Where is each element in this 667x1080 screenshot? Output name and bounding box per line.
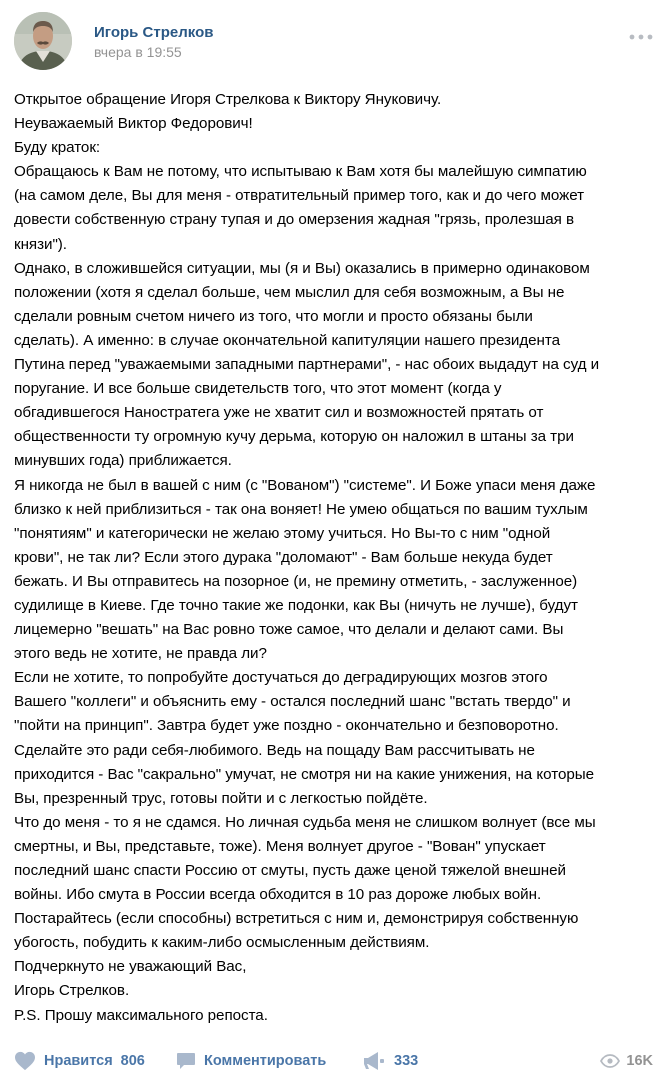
post-text-line: этого ведь не хотите, не правда ли? xyxy=(14,645,267,663)
heart-icon xyxy=(14,1051,36,1071)
post-text-line: Вы, презренный трус, готовы пойти и с легкостью пойдёте. xyxy=(14,789,428,807)
post-text-line: Неуважаемый Виктор Федорович! xyxy=(14,115,253,133)
post-text-line: довести собственную страну тупая и до омерзения жадная "грязь, пролезшая в xyxy=(14,211,575,229)
post-text-line: Путина перед "уважаемыми западными партнерами", - нас обоих выдадут на суд и xyxy=(14,356,600,374)
post-actions xyxy=(14,1046,653,1076)
post-text-line: Игорь Стрелков. xyxy=(14,982,130,1000)
post-text-line: Открытое обращение Игоря Стрелкова к Виктору Януковичу. xyxy=(14,91,442,108)
post-text-line: крови", не так ли? Если этого дурака "доломают" - Вам больше некуда будет xyxy=(14,548,553,566)
post-text-line: последний шанс спасти Россию от смуты, пусть даже ценой тяжелой внешней xyxy=(14,862,566,879)
post-text-line: (на самом деле, Вы для меня - отвратительный пример того, как и до чего может xyxy=(14,187,585,205)
views-counter xyxy=(600,1050,653,1072)
post-text-line: общественности ту огромную кучу дерьма, которую он наложил в штаны за три xyxy=(14,428,574,446)
eye-icon xyxy=(600,1054,620,1068)
like-button[interactable] xyxy=(14,1050,145,1072)
comment-label: Комментировать xyxy=(204,1053,327,1069)
share-count: 333 xyxy=(394,1053,419,1069)
like-label: Нравится xyxy=(44,1053,113,1069)
post-header xyxy=(14,10,653,72)
post-text-line: смертны, и Вы, представьте, тоже). Меня волнует другое - "Вован" упускает xyxy=(14,837,546,855)
post-text-line: Буду краток: xyxy=(14,139,101,157)
post-text-line: сделать). А именно: в случае окончательной капитуляции нашего президента xyxy=(14,331,561,349)
megaphone-icon xyxy=(362,1051,386,1071)
post-text-line: Однако, в сложившейся ситуации, мы (я и Вы) оказались в примерно одинаковом xyxy=(14,259,590,277)
post-text-line: убогость, побудить к каким-либо осмысленным действиям. xyxy=(14,934,430,952)
post-text-line: лицемерно "вешать" на Вас ровно тоже самое, что делали и делают сами. Вы xyxy=(14,621,564,639)
avatar[interactable] xyxy=(14,12,72,70)
post-text-line: обгадившегося Наностратега уже не хватит сил и возможностей прятать от xyxy=(14,404,544,422)
post-text-line: князи"). xyxy=(14,235,67,253)
post-text-line: приходится - Вас "сакрально" умучат, не смотря ни на какие унижения, на которые xyxy=(14,765,594,783)
post-text-line: "понятиям" и категорически не желаю этому учиться. Но Вы-то с ним "одной xyxy=(14,524,551,542)
post-text-line: Если не хотите, то попробуйте достучаться до деградирующих мозгов этого xyxy=(14,669,548,687)
post-text-line: поругание. И все больше свидетельств того, что этот момент (когда у xyxy=(14,380,502,398)
post-text-line: Сделайте это ради себя-любимого. Ведь на пощаду Вам рассчитывать не xyxy=(14,741,535,759)
avatar-image xyxy=(14,12,72,70)
post-text xyxy=(14,88,654,1028)
post-text-line: "пойти на принцип". Завтра будет уже поздно - окончательно и безповоротно. xyxy=(14,717,559,735)
views-count: 16K xyxy=(626,1053,653,1069)
post-text-line: P.S. Прошу максимального репоста. xyxy=(14,1006,268,1024)
post-text-line: близко к ней приблизиться - так она воняет! Не умею общаться по вашим тухлым xyxy=(14,500,588,518)
comment-button[interactable] xyxy=(176,1050,326,1072)
author-name[interactable]: Игорь Стрелков xyxy=(94,24,214,41)
more-dots-icon[interactable] xyxy=(629,24,653,45)
post-time[interactable]: вчера в 19:55 xyxy=(94,44,182,60)
post-text-line: сделали ровным счетом ничего из того, что могли и просто обязаны были xyxy=(14,307,533,325)
like-count: 806 xyxy=(120,1053,145,1069)
share-button[interactable] xyxy=(362,1050,418,1072)
post-text-line: судилище в Киеве. Где точно такие же подонки, как Вы (ничуть не лучше), будут xyxy=(14,596,578,614)
post-text-line: бежать. И Вы отправитесь на позорное (и, не премину отметить, - заслуженное) xyxy=(14,572,578,590)
comment-icon xyxy=(176,1052,196,1070)
post-text-line: минувших года) приближается. xyxy=(14,452,232,470)
post-text-line: войны. Ибо смута в России всегда обходится в 10 раз дороже любых войн. xyxy=(14,886,542,904)
post-text-line: Что до меня - то я не сдамся. Но личная судьба меня не слишком волнует (все мы xyxy=(14,813,596,831)
post-text-line: Постарайтесь (если способны) встретиться с ним и, демонстрируя собственную xyxy=(14,910,579,928)
post-text-line: положении (хотя я сделал больше, чем мыслил для себя возможным, а Вы не xyxy=(14,283,565,301)
post-text-line: Вашего "коллеги" и объяснить ему - остался последний шанс "встать твердо" и xyxy=(14,693,571,711)
post-text-line: Подчеркнуто не уважающий Вас, xyxy=(14,958,247,976)
post-text-line: Обращаюсь к Вам не потому, что испытываю к Вам хотя бы малейшую симпатию xyxy=(14,163,587,181)
post-text-line: Я никогда не был в вашей с ним (с "Вованом") "системе". И Боже упаси меня даже xyxy=(14,476,596,494)
